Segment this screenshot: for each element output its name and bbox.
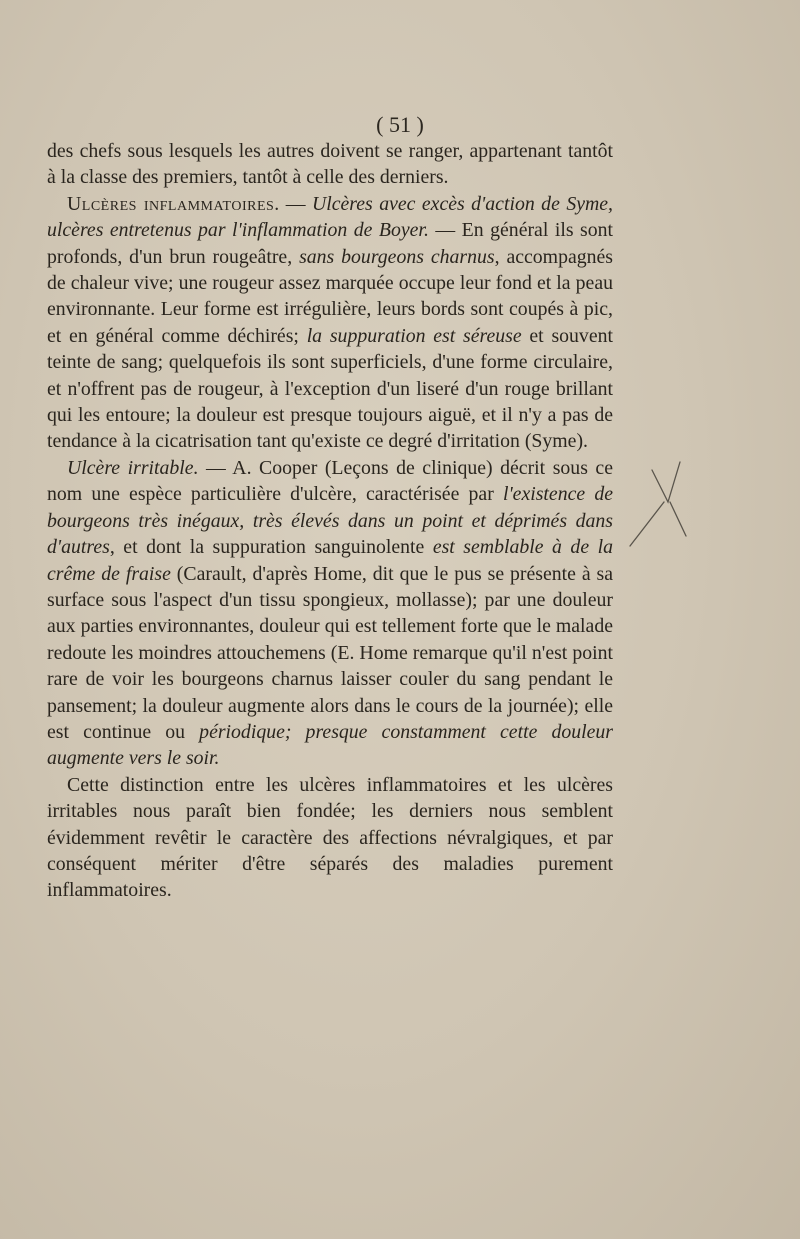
text-run: , et dont la suppuration sanguinolente — [109, 536, 433, 559]
text-run-italic: l'existence de bourgeons très inégaux, très élevés dans un point et déprimés dans d'autres — [47, 483, 613, 559]
paragraph-conclusion — [47, 772, 613, 904]
paragraph-irritable-ulcer — [47, 455, 613, 772]
section-heading: Ulcère irritable. — [67, 456, 199, 479]
text-run: des chefs sous lesquels les autres doivent se ranger, appartenant tantôt à la classe des premiers, tantôt à celle des derniers. — [47, 140, 613, 189]
text-run-italic: périodique; presque constamment cette douleur augmente vers le soir. — [47, 720, 613, 770]
text-run: , accompagnés de chaleur vive; une rougeur assez marquée occupe leur fond et la peau environnante. Leur forme est irrégulière, leurs bords sont coupés à pic, et en général comme déchirés; — [47, 245, 613, 347]
paragraph-inflammatory-ulcers — [47, 191, 613, 455]
text-run: — En général ils sont profonds, d'un brun rougeâtre, — [47, 219, 613, 268]
paragraph-continuation — [47, 138, 613, 191]
text-run: . — — [274, 192, 312, 215]
text-run-italic: la suppuration est séreuse — [306, 324, 522, 347]
text-run: (Carault, d'après Home, dit que le pus se présente à sa surface sous l'aspect d'un tissu spongieux, mollasse); par une douleur aux parties environnantes, douleur qui est tellement forte que le malade redoute les moindres attouchemens (E. Home remarque qu'il n'est point rare de voir les bourgeons charnus laisser couler du sang pendant le pansement; la douleur augmente alors dans le cours de la journée); elle est continue ou — [47, 562, 613, 743]
pencil-x-mark — [628, 458, 690, 550]
text-run: et souvent teinte de sang; quelquefois ils sont superficiels, d'une forme circulaire, et n'offrent pas de rougeur, à l'exception d'un liseré d'un rouge brillant qui les entoure; la douleur est presque toujours aiguë, et il n'y a pas de tendance à la cicatrisation tant qu'existe ce degré d'irritation (Syme). — [47, 324, 613, 453]
text-run-italic: Ulcères avec excès d'action de Syme, ulcères entretenus par l'inflammation de Boyer. — [47, 192, 613, 242]
text-run-italic: sans bourgeons charnus — [299, 245, 495, 268]
page-number: ( 51 ) — [376, 112, 424, 137]
section-heading: Ulcères inflammatoires — [67, 192, 275, 215]
body-text — [47, 138, 613, 904]
text-run-italic: est semblable à de la crême de fraise — [47, 536, 613, 585]
text-run: — A. Cooper (Leçons de clinique) décrit sous ce nom une espèce particulière d'ulcère, caractérisée par — [47, 456, 613, 506]
text-run: Cette distinction entre les ulcères inflammatoires et les ulcères irritables nous paraît bien fondée; les derniers nous semblent évidemment revêtir le caractère des affections névralgiques, et par conséquent mériter d'être séparés des maladies purement inflammatoires. — [47, 773, 613, 902]
